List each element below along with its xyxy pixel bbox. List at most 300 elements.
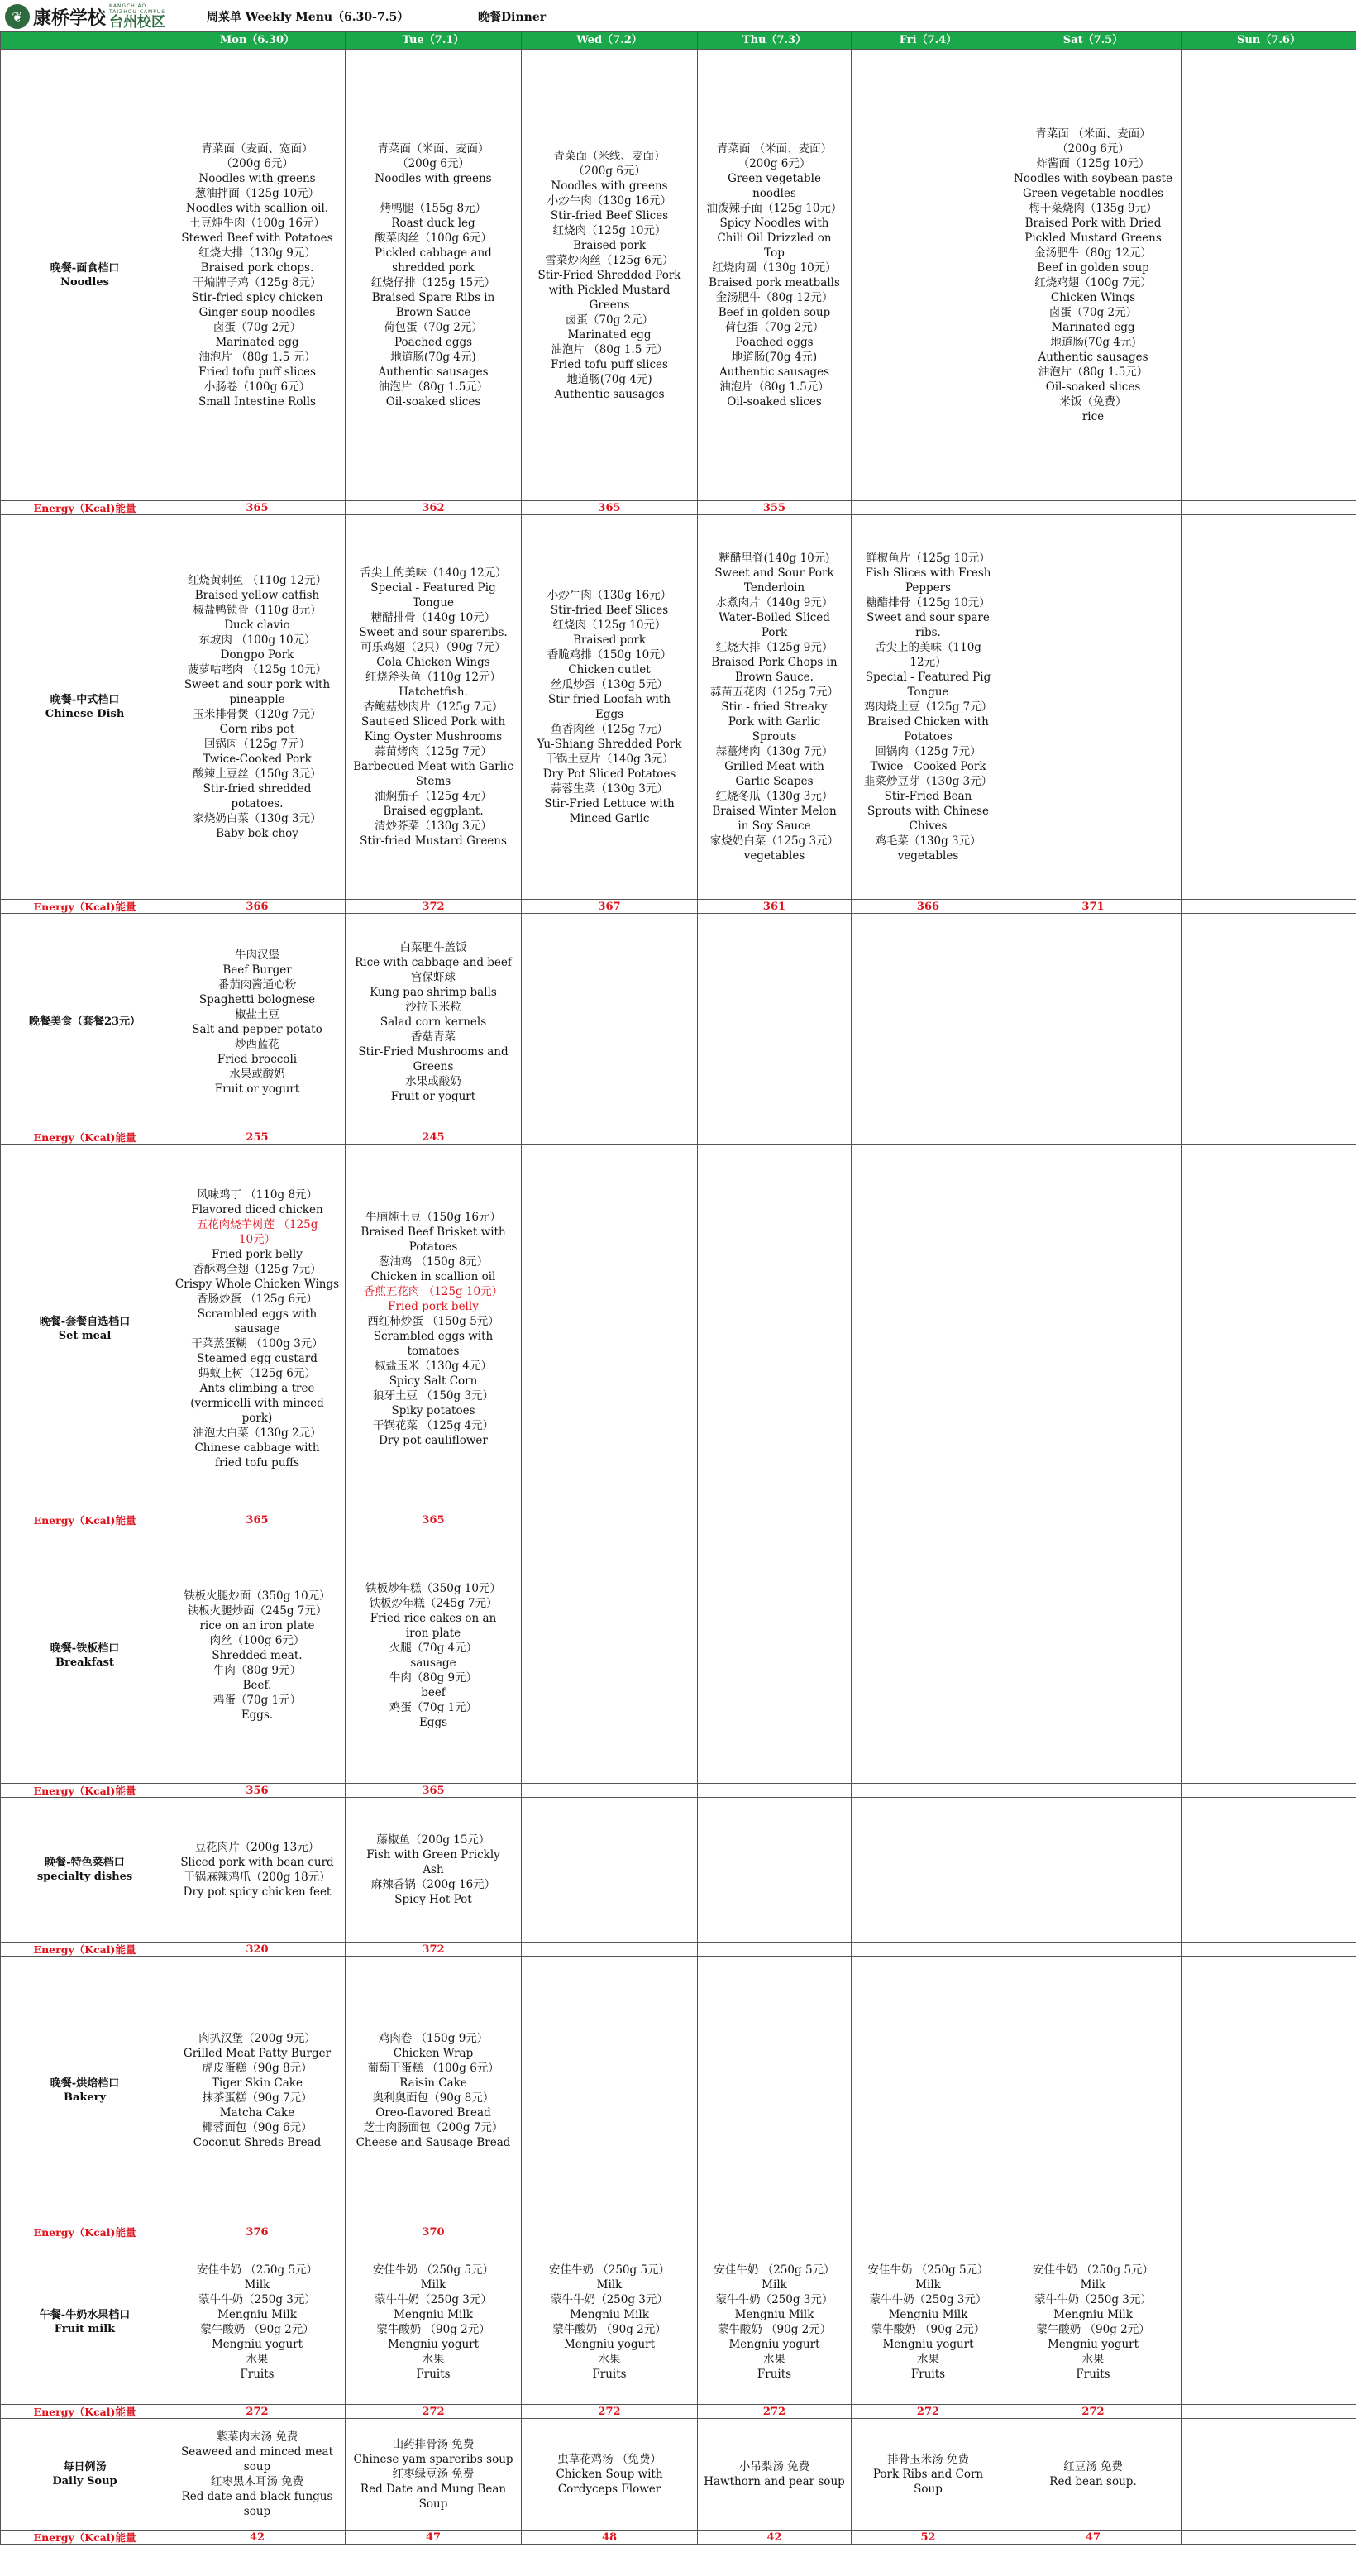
menu-cell <box>170 1145 346 1513</box>
dish-line: 蒙牛酸奶 （90g 2元） <box>871 2322 986 2336</box>
dish-line: Greens <box>413 1059 454 1073</box>
dish-line: 卤蛋（70g 2元） <box>565 313 654 327</box>
menu-cell <box>522 914 698 1130</box>
menu-cell <box>698 1957 852 2225</box>
menu-cell <box>1005 50 1182 501</box>
dish-line: Milk <box>915 2277 941 2292</box>
dish-line: Special - Featured Pig <box>865 671 991 684</box>
dish-line: pineapple <box>229 693 285 706</box>
energy-label: Energy（Kcal)能量 <box>1 1943 170 1957</box>
dish-line: beef <box>421 1685 446 1699</box>
dish-line: 五花肉烧芋树莲 （125g <box>196 1217 318 1231</box>
dish-line: Top <box>764 246 785 260</box>
dish-line: Fried tofu puff slices <box>551 357 668 371</box>
energy-value <box>852 501 1005 515</box>
dish-line: 鸡毛菜（130g 3元） <box>875 834 981 848</box>
menu-cell <box>346 1957 522 2225</box>
dish-line: Dongpo Pork <box>220 648 294 662</box>
dish-line: 安佳牛奶 （250g 5元） <box>372 2263 494 2277</box>
dish-line: fried tofu puffs <box>214 1455 300 1470</box>
dish-line: Soup <box>914 2483 943 2496</box>
page-header <box>0 0 1356 31</box>
dish-line: 鲜椒鱼片（125g 10元） <box>866 552 991 565</box>
dish-line: 卤蛋（70g 2元） <box>212 320 302 334</box>
dish-line: 梅干菜烧肉（135g 9元） <box>1029 201 1158 215</box>
dish-line: Fruits <box>416 2367 451 2381</box>
dish-line: 荷包蛋（70g 2元） <box>384 320 483 334</box>
dish-line: 糖醋里脊(140g 10元) <box>719 552 830 565</box>
dish-line: Milk <box>1080 2277 1106 2292</box>
dish-line: 虎皮蛋糕（90g 8元） <box>202 2062 313 2075</box>
category-name: 晚餐-烘焙档口 <box>50 2077 120 2090</box>
menu-cell <box>522 1527 698 1784</box>
category-label <box>1 50 170 501</box>
meal-label: 晚餐Dinner <box>478 11 547 24</box>
dish-line: 藤椒鱼（200g 15元） <box>376 1833 490 1847</box>
dish-line: Fried broccoli <box>217 1052 298 1066</box>
dish-line: Milk <box>596 2277 623 2292</box>
dish-line: 油泡片 （80g 1.5 元） <box>198 350 316 364</box>
dish-line: Mengniu yogurt <box>387 2337 480 2351</box>
dish-line: 蒙牛牛奶（250g 3元） <box>375 2292 492 2306</box>
dish-line: Braised Pork Chops in <box>711 656 838 669</box>
energy-value <box>1182 1943 1356 1957</box>
dish-line: Milk <box>762 2277 787 2292</box>
dish-line: Beef Burger <box>222 963 292 977</box>
dish-line: Milk <box>244 2277 270 2292</box>
dish-line: 玉米排骨煲（120g 7元） <box>193 708 322 721</box>
dish-line: 回锅肉（125g 7元） <box>203 738 311 751</box>
dish-line: 油泼辣子面（125g 10元） <box>706 201 843 215</box>
dish-line: Chicken Wrap <box>393 2047 474 2060</box>
section-row-breakfast <box>1 1527 1356 1784</box>
energy-value: 255 <box>170 1130 346 1145</box>
dish-line: Marinated egg <box>1051 320 1135 334</box>
menu-cell <box>522 1957 698 2225</box>
dish-line: 红烧肉圆（130g 10元） <box>712 260 837 275</box>
dish-line: Tenderloin <box>743 581 805 595</box>
dish-line: 水果 <box>598 2352 621 2366</box>
category-label <box>1 2419 170 2531</box>
energy-value: 272 <box>852 2405 1005 2419</box>
dish-line: Stir-Fried Lettuce with <box>544 797 675 810</box>
dish-line: 红烧鸡翅（100g 7元） <box>1034 275 1152 289</box>
category-label <box>1 914 170 1130</box>
energy-value <box>852 1130 1005 1145</box>
section-row-milk <box>1 2239 1356 2405</box>
category-name: 晚餐美食（套餐23元） <box>28 1016 141 1028</box>
dish-line: 紫菜肉末汤 免费 <box>216 2430 298 2444</box>
menu-cell <box>170 50 346 501</box>
dish-line: 鱼香肉丝（125g 7元） <box>551 723 668 736</box>
energy-row <box>1 501 1356 515</box>
dish-line: Chicken cutlet <box>568 663 651 676</box>
dish-line: Yu-Shiang Shredded Pork <box>537 738 682 751</box>
dish-line: Fruits <box>757 2367 792 2381</box>
menu-cell <box>346 50 522 501</box>
dish-line: Flavored diced chicken <box>191 1202 323 1216</box>
dish-line: Poached eggs <box>735 335 814 349</box>
dish-line <box>349 186 518 201</box>
dish-line: Tongue <box>907 686 949 699</box>
dish-line: Potatoes <box>408 1240 458 1254</box>
category-name-en: Chinese Dish <box>45 708 125 720</box>
dish-line: Sprouts with Chinese <box>867 805 990 818</box>
dish-line: Authentic sausages <box>378 365 489 379</box>
dish-line: 红烧大排（125g 9元） <box>715 641 833 654</box>
dish-line: Pork <box>761 626 788 639</box>
energy-label: Energy（Kcal)能量 <box>1 2225 170 2239</box>
energy-value <box>522 2225 698 2239</box>
menu-title: 周菜单 Weekly Menu（6.30-7.5） <box>207 11 409 24</box>
dish-line: 椒盐玉米（130g 4元） <box>375 1359 492 1373</box>
dish-line: Chicken Soup with <box>556 2468 663 2481</box>
menu-cell <box>1005 515 1182 900</box>
dish-line: 舌尖上的美味（110g <box>875 641 981 654</box>
dish-line: 可乐鸡翅（2只）（90g 7元） <box>360 641 506 654</box>
dish-line: 酸辣土豆丝（150g 3元） <box>193 767 322 781</box>
category-name: 晚餐-铁板档口 <box>50 1642 120 1655</box>
dish-line: Grilled Meat Patty Burger <box>183 2047 332 2060</box>
energy-row <box>1 2225 1356 2239</box>
dish-line: 铁板炒年糕（245g 7元） <box>369 1596 498 1610</box>
dish-line: 芝士肉肠面包（200g 7元） <box>363 2121 504 2134</box>
dish-line: Cola Chicken Wings <box>376 656 490 669</box>
dish-line: Spaghetti bolognese <box>198 992 316 1006</box>
dish-line: Eggs <box>594 708 624 721</box>
dish-line: Baby bok choy <box>216 827 298 840</box>
menu-cell <box>1182 515 1356 900</box>
dish-line: shredded pork <box>392 260 475 275</box>
dish-line: 土豆炖牛肉（100g 16元） <box>189 216 325 230</box>
energy-value <box>698 2225 852 2239</box>
dish-line: 干煸牌子鸡（125g 8元） <box>193 275 322 289</box>
dish-line: Fish Slices with Fresh <box>865 566 991 580</box>
dish-line: 蒙牛牛奶（250g 3元） <box>869 2292 987 2306</box>
menu-cell <box>170 2239 346 2405</box>
dish-line: 青菜面 （米面、麦面） <box>1035 127 1151 141</box>
dish-line: Brown Sauce. <box>735 671 814 684</box>
menu-cell <box>1005 1798 1182 1943</box>
dish-line: 蒜蓉生菜（130g 3元） <box>551 782 668 796</box>
dish-line: Ginger soup noodles <box>198 305 316 319</box>
dish-line: 糖醋排骨（125g 10元） <box>866 596 991 609</box>
dish-line: 水果或酸奶 <box>405 1074 461 1088</box>
dish-line: 西红柿炒蛋 （150g 5元） <box>367 1314 499 1328</box>
dish-line: 牛腩炖土豆（150g 16元） <box>365 1210 501 1224</box>
dish-line: sausage <box>410 1656 456 1670</box>
menu-cell <box>1182 1957 1356 2225</box>
dish-line: Crispy Whole Chicken Wings <box>174 1277 340 1291</box>
energy-value <box>1005 1513 1182 1527</box>
dish-line: Sprouts <box>752 730 797 743</box>
dish-line: 香脆鸡排（150g 10元） <box>547 648 672 662</box>
dish-line: Matcha Cake <box>219 2106 295 2120</box>
energy-value <box>1005 1943 1182 1957</box>
dish-line: Roast duck leg <box>391 216 475 230</box>
dish-line: 鸡肉烧土豆（125g 7元） <box>863 700 993 714</box>
energy-value <box>522 1943 698 1957</box>
dish-line: 蚂蚁上树（125g 6元） <box>198 1366 316 1380</box>
dish-line: Spicy Salt Corn <box>389 1374 478 1388</box>
energy-value <box>1005 501 1182 515</box>
energy-value <box>1182 1130 1356 1145</box>
dish-line: 荷包蛋（70g 2元） <box>724 320 824 334</box>
dish-line: Stir-Fried Mushrooms and <box>358 1044 508 1059</box>
dish-line: Stir - fried Streaky <box>721 700 828 714</box>
dish-line: 椒盐土豆 <box>235 1007 279 1021</box>
menu-cell <box>698 1798 852 1943</box>
dish-line: Dry pot cauliflower <box>379 1433 488 1447</box>
menu-cell <box>852 1957 1005 2225</box>
school-logo <box>5 3 165 30</box>
dish-line: Sweet and sour spareribs. <box>359 626 508 639</box>
energy-value: 42 <box>698 2531 852 2545</box>
dish-line: Mengniu Milk <box>394 2307 473 2321</box>
dish-line: Chili Oil Drizzled on <box>717 231 832 245</box>
dish-line: Stir-fried shredded <box>203 782 312 796</box>
energy-value: 272 <box>522 2405 698 2419</box>
category-label <box>1 515 170 900</box>
section-row-bakery <box>1 1957 1356 2225</box>
dish-line: pork) <box>241 1411 273 1425</box>
energy-value: 47 <box>1005 2531 1182 2545</box>
energy-value: 365 <box>522 501 698 515</box>
dish-line: Stir-fried Loofah with <box>548 693 671 706</box>
energy-value: 365 <box>346 1784 522 1798</box>
dish-line: 山药排骨汤 免费 <box>392 2438 475 2451</box>
menu-cell <box>698 2419 852 2531</box>
dish-line: Tongue <box>412 596 455 609</box>
dish-line: Mengniu Milk <box>1053 2307 1133 2321</box>
dish-line: Stir-Fried Bean <box>884 790 972 803</box>
dish-line: 青菜面（米线、麦面） <box>553 149 666 163</box>
dish-line: 红烧大排（130g 9元） <box>198 246 316 260</box>
menu-cell <box>698 1145 852 1513</box>
energy-value <box>1005 1130 1182 1145</box>
energy-value <box>1182 1513 1356 1527</box>
dish-line: Red Date and Mung Bean <box>360 2483 507 2496</box>
dish-line: ribs. <box>915 626 941 639</box>
dish-line: 米饭（免费） <box>1059 394 1127 409</box>
dish-line: 牛肉汉堡 <box>235 948 279 962</box>
energy-value <box>1005 2225 1182 2239</box>
energy-row <box>1 2405 1356 2419</box>
dish-line: Salt and pepper potato <box>192 1022 322 1036</box>
menu-cell <box>170 914 346 1130</box>
menu-cell <box>346 1527 522 1784</box>
energy-value: 272 <box>1005 2405 1182 2419</box>
dish-line: sausage <box>234 1321 280 1336</box>
dish-line: 火腿（70g 4元） <box>389 1641 478 1655</box>
dish-line: Pork Ribs and Corn <box>872 2468 984 2481</box>
dish-line: 地道肠(70g 4元) <box>731 350 818 364</box>
dish-line: 清炒芥菜（130g 3元） <box>375 820 492 833</box>
dish-line: 油泡片（80g 1.5元） <box>378 380 489 394</box>
dish-line: 香煎五花肉 （125g 10元） <box>363 1284 504 1298</box>
dish-line: 鸡肉卷 （150g 9元） <box>378 2032 489 2045</box>
dish-line: 水果 <box>917 2352 939 2366</box>
menu-cell <box>852 1145 1005 1513</box>
dish-line: Mengniu yogurt <box>728 2337 820 2351</box>
energy-value: 356 <box>170 1784 346 1798</box>
dish-line: 12元） <box>910 656 947 669</box>
dish-line: Sweet and sour pork with <box>184 678 331 691</box>
menu-cell <box>346 914 522 1130</box>
dish-line: 雪菜炒肉丝（125g 6元） <box>545 253 674 267</box>
dish-line: 蒙牛牛奶（250g 3元） <box>1034 2292 1152 2306</box>
category-name: 每日例汤 <box>63 2461 107 2473</box>
day-header-5: Fri（7.4） <box>852 32 1005 50</box>
menu-cell <box>170 1798 346 1943</box>
energy-value: 52 <box>852 2531 1005 2545</box>
category-name-en: Daily Soup <box>52 2475 117 2488</box>
dish-line: 蒙牛酸奶 （90g 2元） <box>1036 2322 1150 2336</box>
dish-line: 水果或酸奶 <box>229 1067 285 1081</box>
dish-line: 红豆汤 免费 <box>1063 2460 1123 2473</box>
dish-line: Special - Featured Pig <box>370 581 496 595</box>
dish-line: Green vegetable noodles <box>1023 186 1163 200</box>
menu-cell <box>852 1527 1005 1784</box>
dish-line: 蒜薹烤肉（130g 7元） <box>715 745 833 758</box>
menu-cell <box>1005 1527 1182 1784</box>
dish-line: 金汤肥牛（80g 12元） <box>715 290 833 304</box>
dish-line: Marinated egg <box>215 335 299 349</box>
dish-line: 小肠卷（100g 6元） <box>203 380 311 394</box>
dish-line: Mengniu Milk <box>734 2307 814 2321</box>
dish-line: Braised Spare Ribs in <box>371 290 495 304</box>
dish-line: Fish with Green Prickly <box>366 1848 500 1862</box>
dish-line: King Oyster Mushrooms <box>364 730 503 743</box>
dish-line: Coconut Shreds Bread <box>193 2136 322 2149</box>
category-name-en: Bakery <box>63 2091 107 2104</box>
dish-line: Greens <box>589 298 630 312</box>
menu-cell <box>852 914 1005 1130</box>
dish-line: 红烧黄刺鱼 （110g 12元） <box>187 574 327 587</box>
dish-line: Stems <box>415 775 451 788</box>
dish-line: Noodles with greens <box>551 179 668 193</box>
dish-line: 安佳牛奶 （250g 5元） <box>714 2263 835 2277</box>
dish-line: Barbecued Meat with Garlic <box>353 760 513 773</box>
menu-cell <box>1005 1957 1182 2225</box>
dish-line: Braised Winter Melon <box>712 805 837 818</box>
dish-line: Ash <box>423 1863 444 1876</box>
dish-line: 宫保虾球 <box>411 970 456 984</box>
dish-line: 蒜苗五花肉（125g 7元） <box>709 686 839 699</box>
category-name: 晚餐-特色菜档口 <box>45 1857 125 1869</box>
dish-line: （200g 6元） <box>573 164 646 178</box>
energy-value <box>852 1943 1005 1957</box>
dish-line: Fried tofu puff slices <box>198 365 316 379</box>
dish-line: Fried pork belly <box>388 1299 479 1313</box>
dish-line: 蒙牛牛奶（250g 3元） <box>198 2292 316 2306</box>
menu-cell <box>170 515 346 900</box>
dish-line: 狼牙土豆 （150g 3元） <box>372 1388 494 1403</box>
dish-line: 肉丝（100g 6元） <box>209 1633 305 1647</box>
energy-value: 365 <box>170 501 346 515</box>
dish-line: Poached eggs <box>394 335 473 349</box>
dish-line: Authentic sausages <box>554 387 665 401</box>
dish-line: potatoes. <box>231 797 284 810</box>
energy-row <box>1 1784 1356 1798</box>
logo-campus-name: 台州校区 <box>109 14 166 31</box>
menu-cell <box>852 2419 1005 2531</box>
dish-line: vegetables <box>743 849 805 863</box>
dish-line: 红烧冬瓜（130g 3元） <box>715 790 833 803</box>
dish-line: Chinese cabbage with <box>194 1441 320 1455</box>
menu-cell <box>1182 1798 1356 1943</box>
menu-cell <box>522 2419 698 2531</box>
dish-line: 葱油拌面（125g 10元） <box>194 186 320 200</box>
dish-line: 豆花肉片（200g 13元） <box>194 1841 320 1854</box>
category-name: 晚餐-套餐自选档口 <box>39 1315 131 1328</box>
dish-line: 蒙牛酸奶 （90g 2元） <box>552 2322 666 2336</box>
day-header-2: Tue（7.1） <box>346 32 522 50</box>
dish-line: Fried rice cakes on an <box>370 1611 497 1625</box>
dish-line: 红烧肉（125g 10元） <box>552 619 666 632</box>
dish-line: Duck clavio <box>224 619 290 632</box>
day-header-7: Sun（7.6） <box>1182 32 1356 50</box>
dish-line: Braised pork <box>573 633 646 647</box>
dish-line: 鸡蛋（70g 1元） <box>389 1700 478 1714</box>
dish-line: tomatoes <box>407 1344 460 1358</box>
dish-line: Noodles with greens <box>375 171 492 185</box>
dish-line: 水果 <box>422 2352 445 2366</box>
dish-line: Braised pork <box>573 238 646 252</box>
dish-line: Spiky potatoes <box>391 1403 475 1417</box>
dish-line: 干锅土豆片（140g 3元） <box>545 753 674 766</box>
dish-line: 蒙牛酸奶 （90g 2元） <box>376 2322 490 2336</box>
menu-cell <box>170 2419 346 2531</box>
menu-cell <box>852 515 1005 900</box>
dish-line: 安佳牛奶 （250g 5元） <box>867 2263 989 2277</box>
dish-line: Braised pork chops. <box>200 260 314 275</box>
category-label <box>1 2239 170 2405</box>
dish-line: 丝瓜炒蛋（130g 5元） <box>551 678 668 691</box>
dish-line: Spicy Hot Pot <box>394 1893 472 1906</box>
dish-line: Stir-Fried Shredded Pork <box>537 268 681 282</box>
dish-line: Chicken in scallion oil <box>370 1269 496 1283</box>
energy-value <box>698 1130 852 1145</box>
day-header-4: Thu（7.3） <box>698 32 852 50</box>
dish-line: 蒙牛牛奶（250g 3元） <box>551 2292 668 2306</box>
dish-line: 安佳牛奶 （250g 5元） <box>548 2263 671 2277</box>
dish-line: 排骨玉米汤 免费 <box>887 2453 969 2466</box>
dish-line: 椰蓉面包（90g 6元） <box>202 2121 313 2134</box>
dish-line: Fruit or yogurt <box>390 1089 476 1103</box>
dish-line: Salad corn kernels <box>380 1015 487 1029</box>
energy-value: 245 <box>346 1130 522 1145</box>
dish-line: Beef. <box>242 1678 272 1692</box>
dish-line: 油焖茄子（125g 4元） <box>375 790 492 803</box>
dish-line: 红烧仔排（125g 15元） <box>370 275 496 289</box>
dish-line: Eggs. <box>241 1708 274 1722</box>
dish-line: 水煮肉片（140g 9元） <box>715 596 833 609</box>
dish-line: 回锅肉（125g 7元） <box>875 745 981 758</box>
dish-line: Oil-soaked slices <box>385 394 481 409</box>
section-row-western <box>1 914 1356 1130</box>
dish-line: Oil-soaked slices <box>1045 380 1141 394</box>
dish-line: Chives <box>909 820 948 833</box>
dish-line: Braised yellow catfish <box>194 589 320 602</box>
dish-line: 牛肉（80g 9元） <box>389 1670 478 1685</box>
category-label <box>1 1798 170 1943</box>
menu-cell <box>852 2239 1005 2405</box>
energy-label: Energy（Kcal)能量 <box>1 501 170 515</box>
menu-cell <box>698 2239 852 2405</box>
menu-cell <box>522 50 698 501</box>
energy-value: 372 <box>346 1943 522 1957</box>
